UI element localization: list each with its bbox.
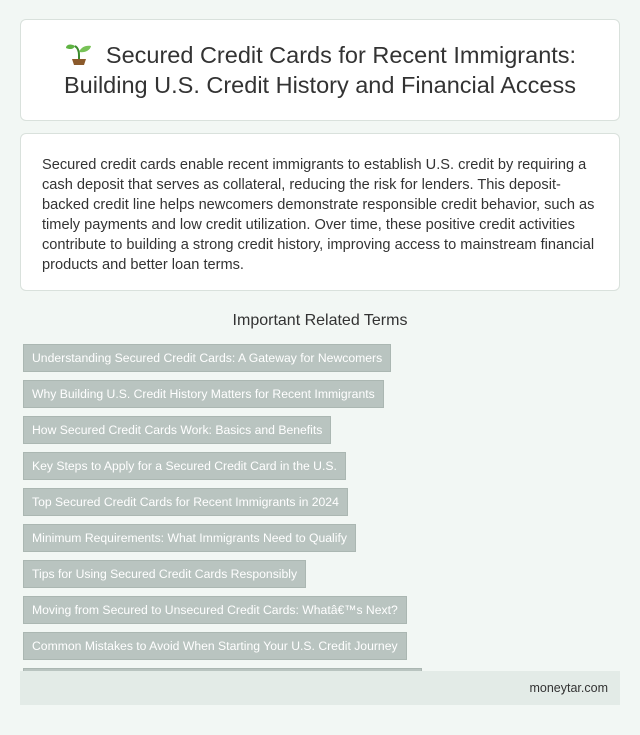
related-terms-heading: Important Related Terms — [232, 312, 408, 329]
intro-paragraph: Secured credit cards enable recent immigrants to establish U.S. credit by requiring a cash deposit that serves as collateral, reducing the risk for lenders. This deposit-backed credit line helps newcomers demonstrate responsible credit behavior, such as timely payments and low credit utilization. Over time, these positive credit activities contribute to building a strong credit history, improving access to mainstream financial products and better loan terms. — [42, 157, 595, 273]
related-term-link[interactable]: Why Building U.S. Credit History Matters for Recent Immigrants — [23, 380, 384, 408]
footer — [20, 671, 620, 705]
title-card — [20, 19, 620, 121]
related-term-link[interactable]: Understanding Secured Credit Cards: A Gateway for Newcomers — [23, 344, 391, 372]
related-term-link[interactable]: Common Mistakes to Avoid When Starting Your U.S. Credit Journey — [23, 632, 407, 660]
related-term-link[interactable]: Minimum Requirements: What Immigrants Need to Qualify — [23, 524, 356, 552]
sprout-icon — [64, 42, 94, 66]
intro-card — [20, 133, 620, 291]
related-term-link[interactable]: How Secured Credit Cards Work: Basics and Benefits — [23, 416, 331, 444]
page-title-text: Secured Credit Cards for Recent Immigrants: Building U.S. Credit History and Financial Access — [64, 42, 577, 98]
footer-site-name[interactable]: moneytar.com — [529, 681, 608, 695]
page-title — [40, 40, 600, 100]
related-term-link[interactable]: Moving from Secured to Unsecured Credit Cards: Whatâ€™s Next? — [23, 596, 407, 624]
related-terms-list — [23, 344, 623, 704]
related-term-link[interactable]: Top Secured Credit Cards for Recent Immigrants in 2024 — [23, 488, 348, 516]
related-term-link[interactable]: Key Steps to Apply for a Secured Credit Card in the U.S. — [23, 452, 346, 480]
related-term-link[interactable]: Tips for Using Secured Credit Cards Responsibly — [23, 560, 306, 588]
